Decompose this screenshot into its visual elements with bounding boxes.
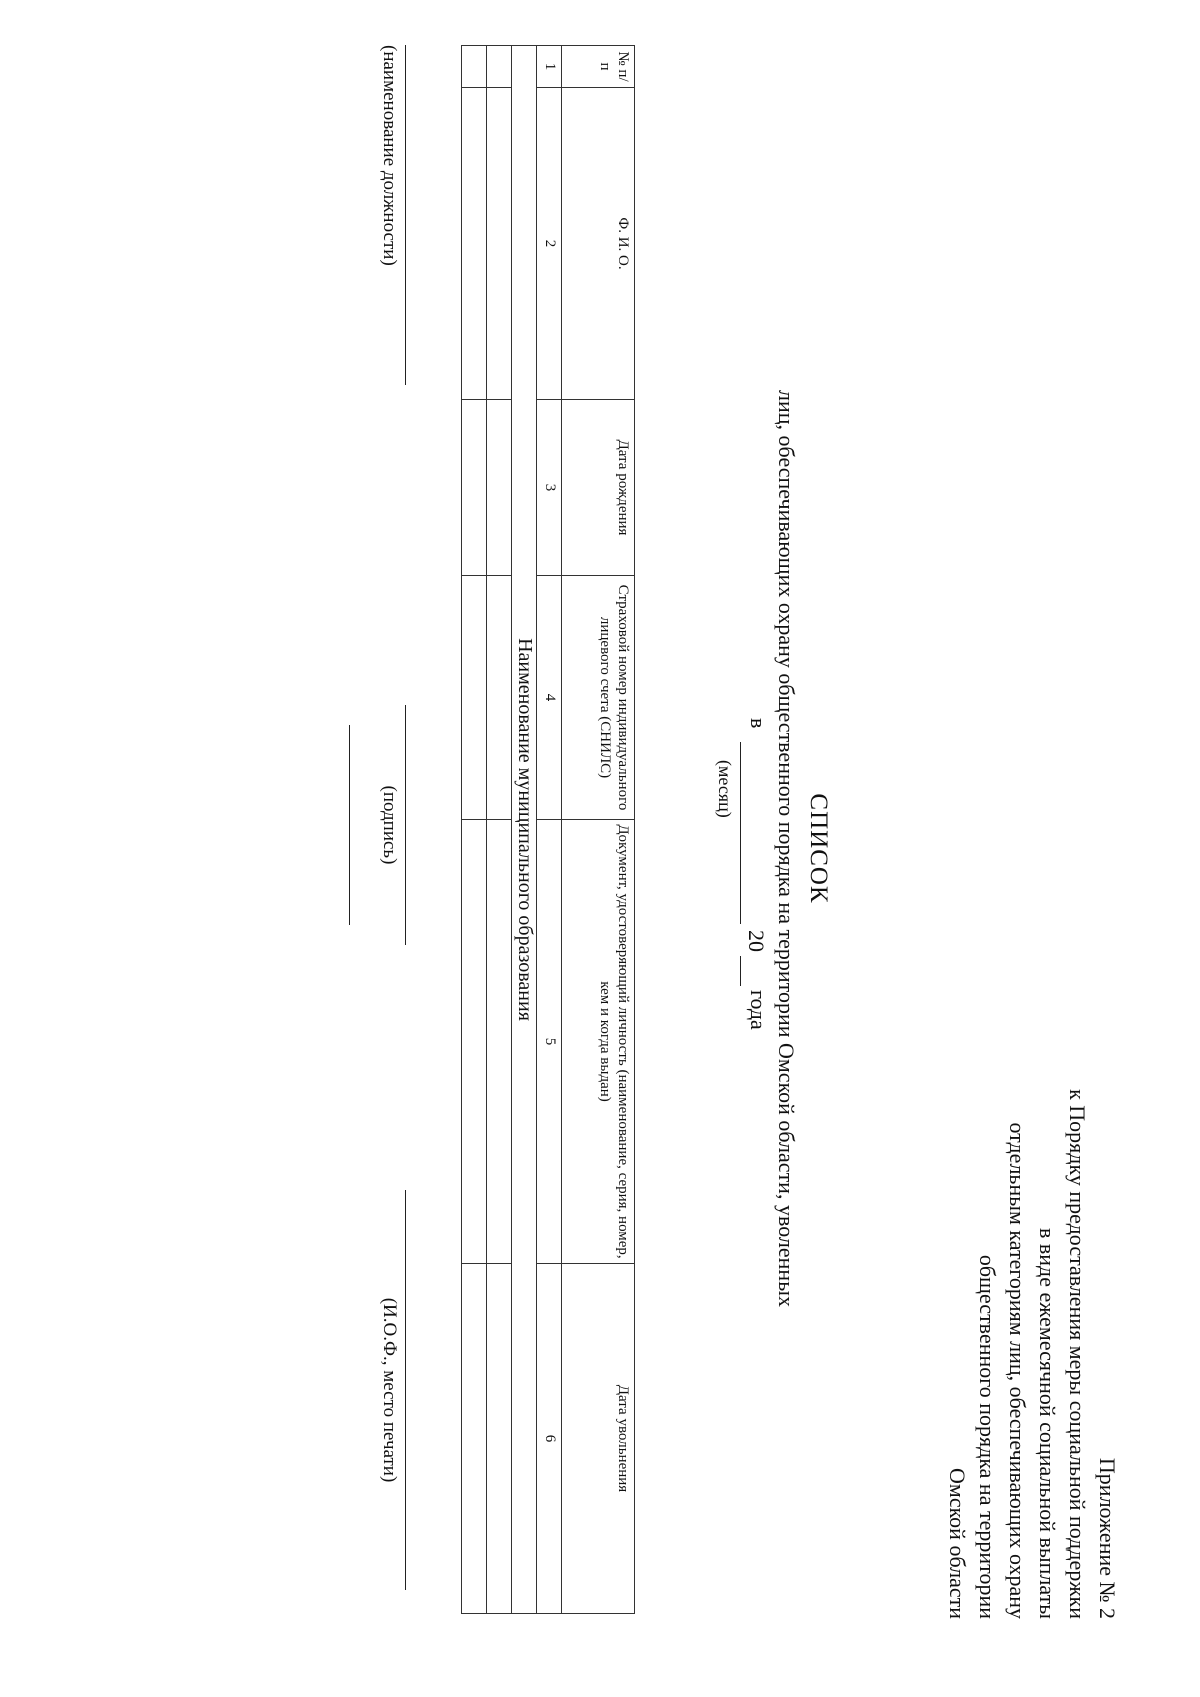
table-cell — [487, 576, 512, 820]
table-cell — [487, 88, 512, 400]
document-subtitle: лиц, обеспечивающих охрану общественного порядка на территории Омской области, уволенных — [774, 390, 799, 1307]
column-number: 5 — [537, 820, 562, 1264]
header-cell: № п/п — [562, 46, 635, 88]
column-number: 3 — [537, 400, 562, 576]
name-blank — [405, 1190, 428, 1590]
position-blank — [405, 45, 428, 385]
table-cell — [487, 400, 512, 576]
table-cell — [462, 88, 487, 400]
column-number: 4 — [537, 576, 562, 820]
table-cell — [462, 1264, 487, 1614]
column-number: 2 — [537, 88, 562, 400]
appendix-line: Омской области — [945, 1468, 970, 1619]
table-row — [462, 46, 487, 1614]
table-header-row — [562, 46, 635, 1614]
appendix-header — [942, 859, 1122, 1619]
signature-hint: (подпись) — [379, 785, 400, 865]
appendix-line: общественного порядка на территории — [975, 1254, 1000, 1619]
year-suffix: года — [746, 990, 771, 1030]
table-cell — [487, 46, 512, 88]
table-cell — [462, 576, 487, 820]
table-cell — [487, 820, 512, 1264]
table-row — [487, 46, 512, 1614]
municipality-label: Наименование муниципального образования — [512, 46, 537, 1614]
appendix-line: к Порядку предоставления меры социальной поддержки — [1065, 1089, 1090, 1619]
table-cell — [462, 820, 487, 1264]
table-cell — [462, 46, 487, 88]
appendix-line: Приложение № 2 — [1095, 1457, 1120, 1619]
position-hint: (наименование должности) — [379, 45, 400, 266]
title-block — [697, 0, 835, 1697]
document-title: СПИСОК — [805, 793, 832, 904]
month-blank — [740, 742, 741, 924]
year-prefix: 20 — [744, 930, 769, 952]
table-cell — [462, 400, 487, 576]
table-cell — [487, 1264, 512, 1614]
period-line — [697, 0, 771, 1697]
appendix-line: отдельным категориям лиц, обеспечивающих охрану — [1005, 1122, 1030, 1619]
month-hint: (месяц) — [715, 760, 735, 818]
header-cell: Ф. И. О. — [562, 88, 635, 400]
year-blank — [740, 956, 741, 986]
header-cell: Дата увольнения — [562, 1264, 635, 1614]
period-prefix: в — [746, 718, 771, 729]
header-cell: Страховой номер индивидуального лицевого счета (СНИЛС) — [562, 576, 635, 820]
signature-blank-secondary — [349, 725, 350, 925]
signature-blank — [405, 705, 428, 945]
appendix-line: в виде ежемесячной социальной выплаты — [1035, 1227, 1060, 1619]
name-hint: (И.О.Ф., место печати) — [379, 1297, 400, 1483]
column-number-row — [537, 46, 562, 1614]
header-cell: Дата рождения — [562, 400, 635, 576]
persons-table — [461, 45, 635, 1614]
municipality-row — [512, 46, 537, 1614]
column-number: 1 — [537, 46, 562, 88]
header-cell: Документ, удостоверяющий личность (наименование, серия, номер, кем и когда выдан) — [562, 820, 635, 1264]
column-number: 6 — [537, 1264, 562, 1614]
